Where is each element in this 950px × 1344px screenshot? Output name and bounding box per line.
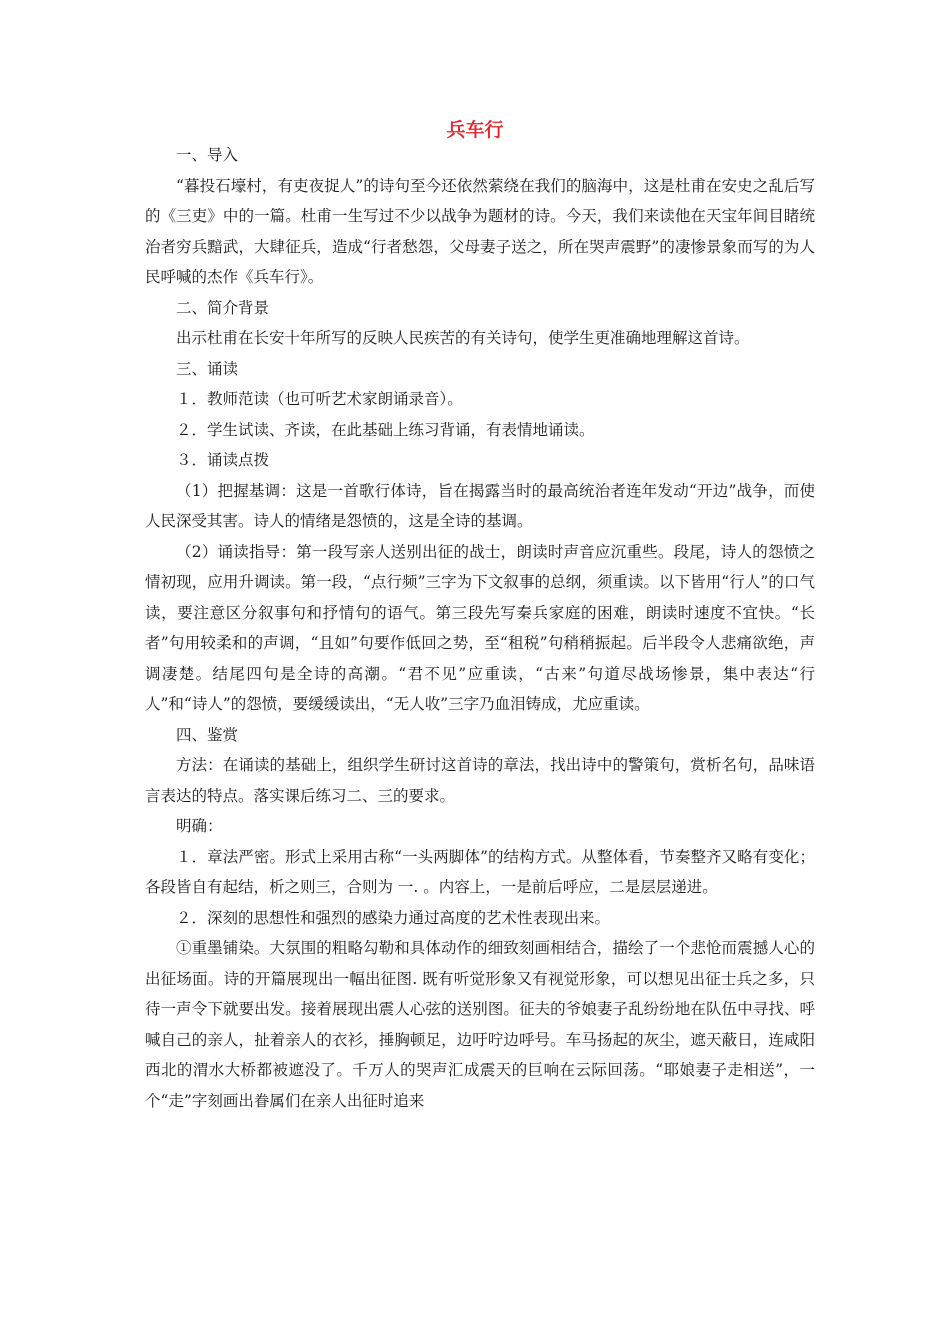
paragraph-guidance: （2）诵读指导：第一段写亲人送别出征的战士，朗读时声音应沉重些。段尾，诗人的怨愤之情初现，应用升调读。第一段，“点行频”三字为下文叙事的总纲，须重读。以下皆用“行人”的口气读，要注意区分叙事句和抒情句的语气。第三段先写秦兵家庭的困难，朗读时速度不宜快。“长者”句用较柔和的声调，“且如”句要作低回之势，至“租税”句稍稍振起。后半段令人悲痛欲绝，声调凄楚。结尾四句是全诗的高潮。“君不见”应重读，“古来”句道尽战场惨景，集中表达“行人”和“诗人”的怨愤，要缓缓读出，“无人收”三字乃血泪铸成，尤应重读。 bbox=[145, 542, 815, 713]
paragraph-method: 方法：在诵读的基础上，组织学生研讨这首诗的章法，找出诗中的警策句，赏析名句，品味语言表达的特点。落实课后练习二、三的要求。 bbox=[145, 756, 815, 805]
paragraph-tone: （1）把握基调：这是一首歌行体诗，旨在揭露当时的最高统治者连年发动“开边”战争，而使人民深受其害。诗人的情绪是怨愤的，这是全诗的基调。 bbox=[145, 481, 815, 530]
paragraph-intro: “暮投石壕村，有吏夜捉人”的诗句至今还依然萦绕在我们的脑海中，这是杜甫在安史之乱后写的《三吏》中的一篇。杜甫一生写过不少以战争为题材的诗。今天，我们来读他在天宝年间目睹统治者穷兵黯武，大肆征兵，造成“行者愁怨，父母妻子送之，所在哭声震野”的凄惨景象而写的为人民呼喊的杰作《兵车行》。 bbox=[145, 176, 815, 286]
paragraph-clarify: 明确： bbox=[176, 817, 223, 835]
section-heading-appreciation: 四、鉴赏 bbox=[176, 725, 239, 744]
page-title: 兵车行 bbox=[446, 119, 504, 141]
paragraph-analysis: ①重墨铺染。大氛围的粗略勾勒和具体动作的细致刻画相结合，描绘了一个悲怆而震撼人心的出征场面。诗的开篇展现出一幅出征图. 既有听觉形象又有视觉形象，可以想见出征士兵之多，只待一声令下就要出发。接着展现出震人心弦的送别图。征夫的爷娘妻子乱纷纷地在队伍中寻找、呼喊自己的亲人，扯着亲人的衣衫，捶胸顿足，边吁咛边呼号。车马扬起的灰尘，遮天蔽日，连咸阳西北的渭水大桥都被遮没了。千万人的哭声汇成震天的巨响在云际回荡。“耶娘妻子走相送”，一个“走”字刻画出眷属们在亲人出征时追来 bbox=[145, 939, 815, 1110]
list-item: ２．学生试读、齐读，在此基础上练习背诵，有表情地诵读。 bbox=[176, 420, 595, 439]
list-item: １．教师范读（也可听艺术家朗诵录音）。 bbox=[176, 390, 463, 408]
list-item: ２．深刻的思想性和强烈的感染力通过高度的艺术性表现出来。 bbox=[176, 908, 611, 927]
list-item: ３．诵读点拨 bbox=[176, 451, 270, 469]
list-item: １．章法严密。形式上采用古称“一头两脚体”的结构方式。从整体看，节奏整齐又略有变化；各段皆自有起结，析之则三，合则为 一. 。内容上，一是前后呼应，二是层层递进。 bbox=[145, 847, 815, 896]
section-heading-background: 二、简介背景 bbox=[176, 298, 270, 317]
paragraph-background: 出示杜甫在长安十年所写的反映人民疾苦的有关诗句，使学生更准确地理解这首诗。 bbox=[176, 329, 750, 347]
section-heading-intro: 一、导入 bbox=[176, 146, 239, 164]
section-heading-recitation: 三、诵读 bbox=[176, 359, 239, 378]
document-body bbox=[145, 140, 815, 1116]
